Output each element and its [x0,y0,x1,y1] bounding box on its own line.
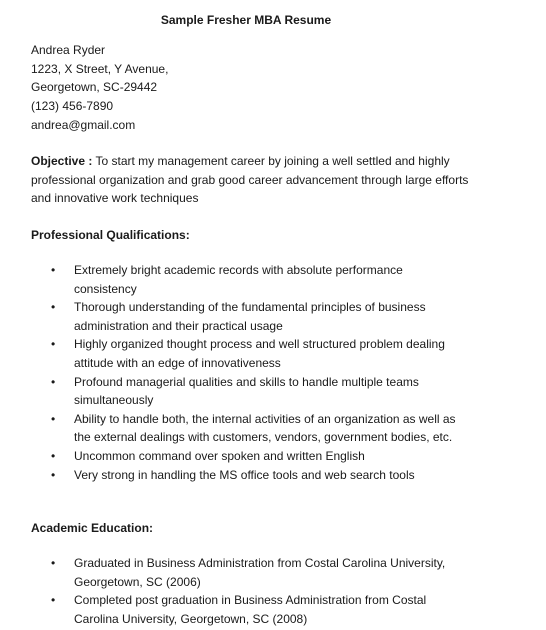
contact-phone: (123) 456-7890 [31,99,114,114]
bullet-icon: • [51,556,56,570]
contact-block [31,41,168,135]
bullet-icon: • [51,263,56,277]
list-item-text: Thorough understanding of the fundamental principles of business administration and their practical usage [74,300,426,333]
document-title: Sample Fresher MBA Resume [160,13,332,27]
list-item-text: Uncommon command over spoken and written English [74,448,365,463]
list-item-text: Very strong in handling the MS office tools and web search tools [74,467,415,482]
bullet-icon: • [51,467,56,482]
list-item [0,410,458,447]
list-item-text: Graduated in Business Administration from Costal Carolina University, Georgetown, SC (2006) [74,556,446,589]
list-item [0,335,458,372]
bullet-icon: • [51,411,56,426]
contact-email: andrea@gmail.com [31,117,136,132]
bullet-icon: • [51,337,56,352]
education-heading: Academic Education: [31,521,154,535]
education-list [0,554,458,628]
list-item [0,591,458,628]
objective-paragraph [31,152,471,208]
contact-name: Andrea Ryder [31,43,106,57]
list-item-text: Profound managerial qualities and skills to handle multiple teams simultaneously [74,374,419,408]
list-item [0,554,458,591]
list-item-text: Extremely bright academic records with absolute performance consistency [74,263,403,296]
list-item-text: Completed post graduation in Business Administration from Costal Carolina University, Georgetown, SC (2008) [74,593,427,626]
qualifications-heading: Professional Qualifications: [31,228,190,242]
bullet-icon: • [51,593,56,608]
contact-address-line2: Georgetown, SC-29442 [31,80,158,95]
contact-address-line1: 1223, X Street, Y Avenue, [31,61,169,76]
list-item [0,447,458,466]
list-item-text: Highly organized thought process and well structured problem dealing attitude with an edge of innovativeness [74,337,445,370]
bullet-icon: • [51,374,56,389]
objective-label: Objective : [31,154,93,168]
list-item [0,373,458,410]
objective-text: To start my management career by joining a well settled and highly professional organization and grab good career advancement through large efforts and innovative work techniques [31,154,469,206]
list-item-text: Ability to handle both, the internal activities of an organization as well as the external dealings with customers, vendors, government bodies, etc. [74,411,456,445]
qualifications-list [0,261,458,484]
bullet-icon: • [51,300,56,315]
list-item [0,298,458,335]
list-item [0,466,458,485]
bullet-icon: • [51,448,56,463]
list-item [0,261,458,298]
